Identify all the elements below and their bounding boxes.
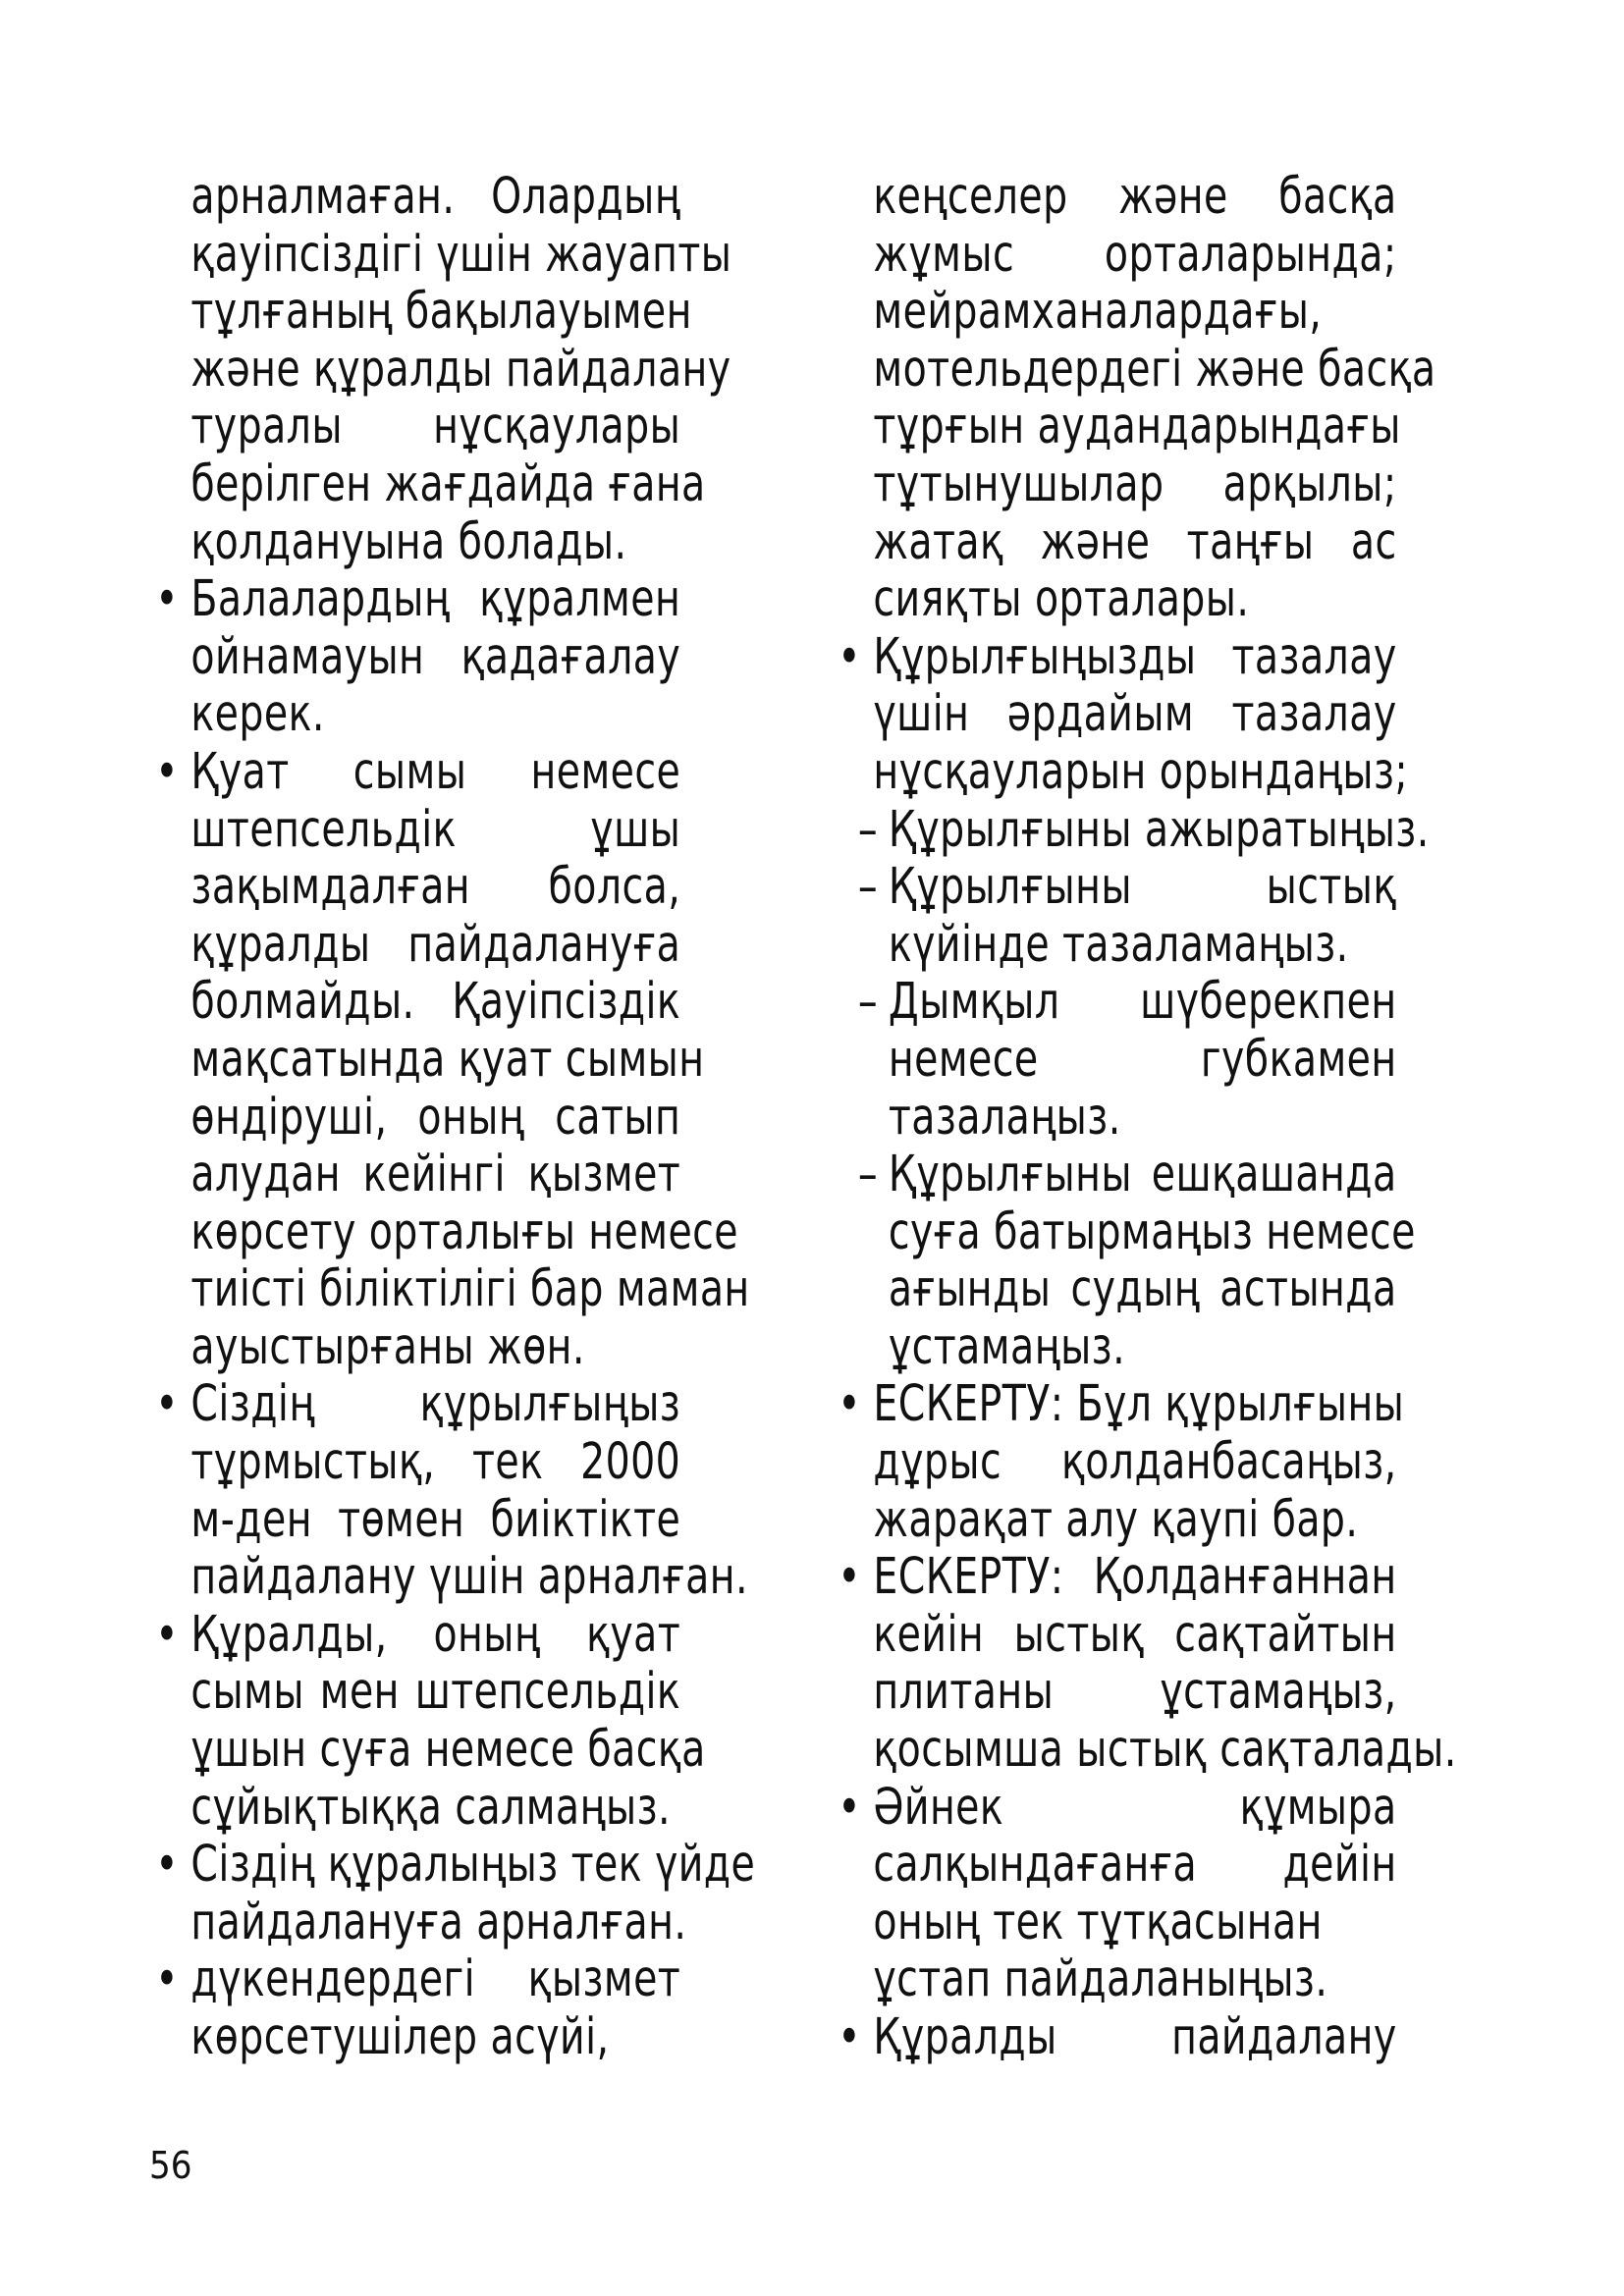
bullet-icon: • (838, 627, 861, 686)
right-text-column (839, 169, 1488, 2067)
line-text: керек. (190, 685, 325, 744)
text-line (839, 169, 1397, 227)
line-text: плитаны ұстамаңыз, (873, 1663, 1397, 1722)
line-text: берілген жағдайда ғана (190, 454, 706, 513)
text-line (157, 1030, 705, 1090)
text-line (157, 1893, 687, 1952)
line-text: м-ден төмен биіктікте (190, 1490, 681, 1549)
line-text: нұсқауларын орындаңыз; (873, 742, 1409, 801)
line-text: Құрылғыны ажыратыңыз. (888, 800, 1430, 859)
text-line (157, 802, 680, 860)
line-text: дұрыс қолданбасаңыз, (873, 1433, 1397, 1492)
text-line (157, 340, 731, 400)
text-line (839, 398, 1401, 456)
line-text: кеңселер және басқа (873, 168, 1397, 226)
dash-icon: – (857, 973, 879, 1032)
line-text: үшін әрдайым тазалау (873, 685, 1397, 744)
line-text: арналмаған. Олардың (190, 168, 681, 226)
line-text: мейрамханалардағы, (873, 283, 1323, 342)
line-text: Құралды, оның қуат (190, 1605, 681, 1664)
line-text: мотельдердегі және басқа (873, 340, 1436, 399)
text-line (157, 686, 680, 744)
text-line (839, 1319, 1397, 1377)
line-text: ағынды судың астында (888, 1260, 1397, 1319)
line-text: ауыстырғаны жөн. (190, 1317, 585, 1376)
text-line (157, 1780, 680, 1838)
text-line (839, 227, 1397, 285)
line-text: Балалардың құралмен (190, 570, 681, 629)
text-line (157, 1664, 680, 1722)
text-line (157, 454, 706, 514)
line-text: жатақ және таңғы ас (873, 512, 1397, 571)
bullet-icon: • (838, 1375, 861, 1434)
line-text: Құралды пайдалану (873, 2008, 1397, 2066)
line-text: қосымша ыстық сақталады. (873, 1721, 1457, 1780)
text-line (839, 1090, 1397, 1148)
text-line (157, 1202, 739, 1262)
line-text: сияқты орталары. (873, 570, 1250, 629)
line-text: Құрылғыны ешқашанда (888, 1146, 1397, 1204)
text-line (839, 1261, 1397, 1319)
line-text: ұстап пайдаланыңыз. (873, 1950, 1328, 2009)
line-text: ойнамауын қадағалау (190, 627, 681, 686)
line-text: тазалаңыз. (888, 1088, 1121, 1147)
text-line (839, 1607, 1397, 1665)
text-line (157, 1434, 680, 1492)
page-number: 56 (149, 2144, 192, 2187)
line-text: Сіздің құрылғыңыз (190, 1375, 681, 1434)
line-text: дүкендердегі қызмет (190, 1950, 681, 2009)
text-line (157, 514, 680, 572)
line-text: болмайды. Қауіпсіздік (190, 973, 681, 1032)
bullet-icon: • (155, 1375, 179, 1434)
text-line (157, 1376, 680, 1434)
text-line (839, 1664, 1397, 1722)
line-text: тұлғаның бақылауымен (190, 283, 692, 342)
text-line (839, 917, 1397, 975)
text-line (157, 1548, 748, 1607)
line-text: алудан кейінгі қызмет (190, 1146, 681, 1204)
text-line (157, 169, 680, 227)
dash-icon: – (857, 800, 879, 859)
text-line (157, 2009, 680, 2067)
line-text: салқындағанға дейін (873, 1836, 1397, 1895)
line-text: тұрғын аудандарындағы (873, 398, 1401, 456)
text-line (839, 1032, 1397, 1090)
dash-icon: – (857, 1146, 879, 1204)
bullet-icon: • (155, 742, 179, 801)
text-line (839, 571, 1397, 629)
text-line (839, 686, 1397, 744)
text-line (839, 1434, 1397, 1492)
line-text: мақсатында қуат сымын (190, 1030, 705, 1089)
text-line (157, 399, 680, 456)
text-line (157, 1607, 680, 1665)
line-text: Қуат сымы немесе (190, 742, 681, 801)
text-line (157, 1090, 680, 1148)
text-line (839, 1895, 1397, 1952)
line-text: күйінде тазаламаңыз. (888, 915, 1349, 974)
line-text: көрсету орталығы немесе (190, 1202, 739, 1261)
line-text: кейін ыстық сақтайтын (873, 1605, 1397, 1664)
dash-icon: – (857, 858, 879, 917)
text-line (157, 1147, 680, 1204)
text-line (839, 2009, 1397, 2067)
line-text: немесе губкамен (888, 1030, 1397, 1089)
line-text: сымы мен штепсельдік (190, 1663, 681, 1722)
line-text: тұрмыстық, тек 2000 (190, 1433, 681, 1492)
line-text: Құрылғыңызды тазалау (873, 627, 1397, 686)
text-line (157, 1260, 750, 1319)
text-line (157, 571, 680, 629)
line-text: өндіруші, оның сатып (190, 1088, 681, 1147)
line-text: құралды пайдалануға (190, 915, 681, 974)
line-text: суға батырмаңыз немесе (888, 1202, 1416, 1261)
line-text: қауіпсіздігі үшін жауапты (190, 225, 732, 284)
text-line (157, 225, 732, 285)
text-line (839, 1837, 1397, 1895)
text-line (157, 283, 692, 342)
line-text: ЕСКЕРТУ: Қолданғаннан (873, 1548, 1397, 1607)
text-line (839, 1492, 1397, 1550)
text-line (839, 859, 1397, 917)
line-text: тұтынушылар арқылы; (873, 454, 1397, 513)
line-text: ЕСКЕРТУ: Бұл құрылғыны (873, 1375, 1405, 1434)
bullet-icon: • (155, 1950, 179, 2009)
text-line (157, 629, 680, 687)
line-text: ұшын суға немесе басқа (190, 1721, 706, 1780)
text-line (839, 1780, 1397, 1838)
text-line (839, 1549, 1397, 1607)
line-text: оның тек тұтқасынан (873, 1893, 1323, 1951)
line-text: сұйықтыққа салмаңыз. (190, 1778, 671, 1837)
bullet-icon: • (838, 2008, 861, 2066)
text-line (839, 284, 1397, 342)
bullet-icon: • (155, 1836, 179, 1895)
text-line (839, 514, 1397, 572)
text-line (157, 1319, 680, 1377)
line-text: жұмыс орталарында; (873, 225, 1397, 284)
text-line (155, 1836, 756, 1895)
line-text: пайдалануға арналған. (190, 1893, 687, 1951)
text-line (839, 800, 1430, 860)
line-text: Дымқыл шүберекпен (888, 973, 1397, 1032)
text-line (839, 1721, 1457, 1780)
line-text: Сіздің құралыңыз тек үйде (190, 1836, 756, 1895)
text-line (157, 744, 680, 802)
line-text: пайдалану үшін арналған. (190, 1548, 748, 1607)
text-line (157, 1951, 680, 2009)
text-line (839, 629, 1397, 687)
bullet-icon: • (155, 1605, 179, 1664)
line-text: қолдануына болады. (190, 512, 627, 571)
text-line (839, 742, 1409, 802)
bullet-icon: • (838, 1778, 861, 1837)
left-text-column (157, 169, 766, 2067)
line-text: көрсетушілер асүйі, (190, 2008, 610, 2066)
line-text: Әйнек құмыра (873, 1778, 1397, 1837)
text-line (839, 340, 1436, 400)
text-line (157, 917, 680, 975)
text-line (839, 1202, 1416, 1262)
text-line (839, 974, 1397, 1032)
line-text: жарақат алу қаупі бар. (873, 1490, 1359, 1549)
bullet-icon: • (838, 1548, 861, 1607)
text-line (838, 1375, 1405, 1434)
text-line (839, 1951, 1397, 2009)
text-line (839, 456, 1397, 514)
text-line (157, 1492, 680, 1550)
text-line (839, 1147, 1397, 1204)
bullet-icon: • (155, 570, 179, 629)
text-line (157, 859, 680, 917)
line-text: Құрылғыны ыстық (888, 858, 1397, 917)
line-text: зақымдалған болса, (190, 858, 681, 917)
line-text: ұстамаңыз. (888, 1317, 1126, 1376)
line-text: тиісті біліктілігі бар маман (190, 1260, 750, 1319)
line-text: штепсельдік ұшы (190, 800, 681, 859)
line-text: және құралды пайдалану (190, 340, 731, 399)
text-line (157, 1721, 706, 1780)
text-line (157, 974, 680, 1032)
line-text: туралы нұсқаулары (190, 398, 681, 456)
